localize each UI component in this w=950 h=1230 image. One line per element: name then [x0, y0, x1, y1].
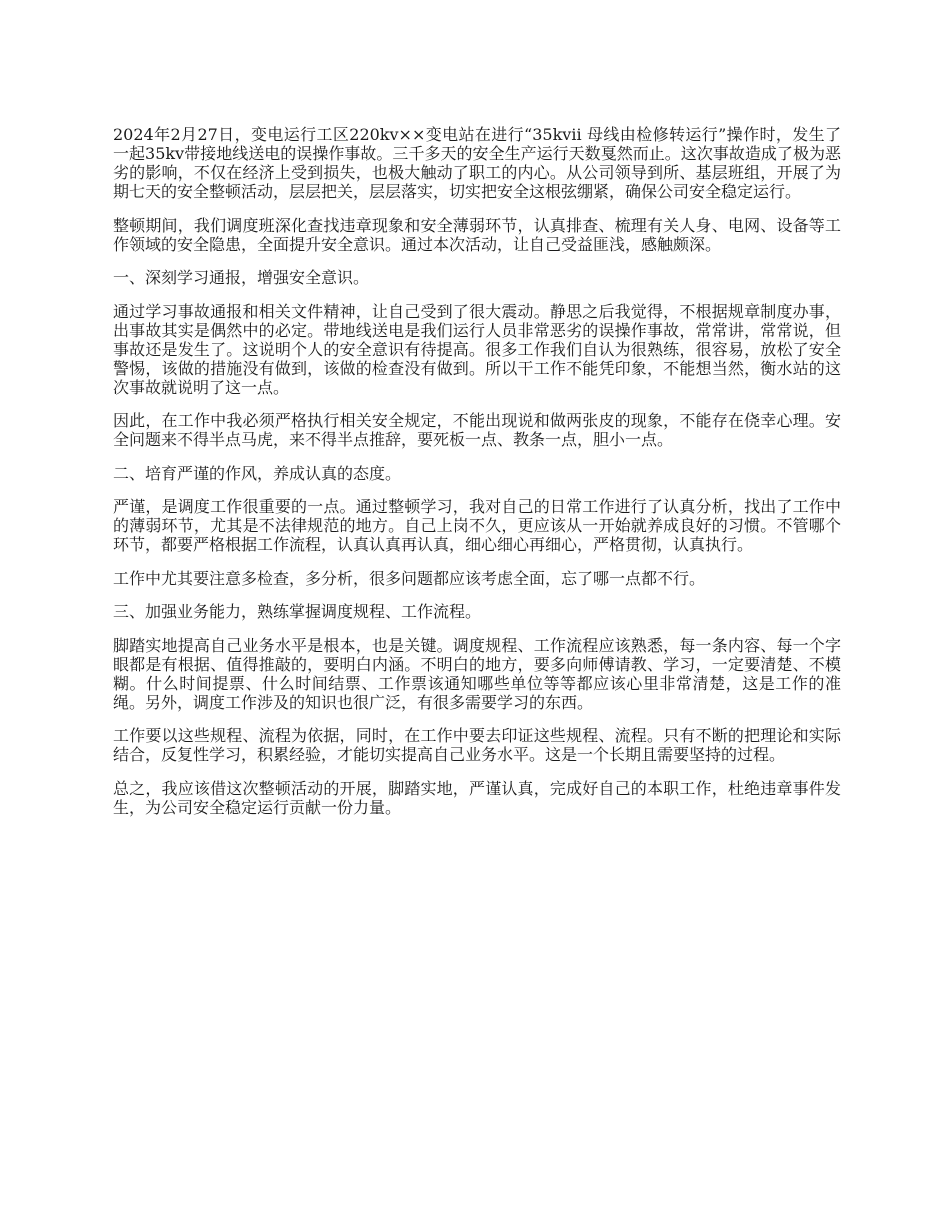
paragraph-skills: 脚踏实地提高自己业务水平是根本，也是关键。调度规程、工作流程应该熟悉，每一条内容、每一个字眼都是有根据、值得推敲的，要明白内涵。不明白的地方，要多向师傅请教、学习，一定要清楚、不模糊。什么时间提票、什么时间结票、工作票该通知哪些单位等等都应该心里非常清楚，这是工作的准绳。另外，调度工作涉及的知识也很广泛，有很多需要学习的东西。: [113, 635, 841, 712]
document-body: [113, 125, 841, 831]
section-heading-3: 三、加强业务能力，熟练掌握调度规程、工作流程。: [113, 602, 482, 621]
paragraph-practice: 工作要以这些规程、流程为依据，同时，在工作中要去印证这些规程、流程。只有不断的把理论和实际结合，反复性学习，积累经验，才能切实提高自己业务水平。这是一个长期且需要坚持的过程。: [113, 726, 841, 764]
paragraph-rigor: 严谨，是调度工作很重要的一点。通过整顿学习，我对自己的日常工作进行了认真分析，找出了工作中的薄弱环节，尤其是不法律规范的地方。自己上岗不久，更应该从一开始就养成良好的习惯。不管哪个环节，都要严格根据工作流程，认真认真再认真，细心细心再细心，严格贯彻，认真执行。: [113, 497, 841, 554]
paragraph-intro: 2024年2月27日，变电运行工区220kv××变电站在进行“35kvii 母线由检修转运行”操作时，发生了一起35kv带接地线送电的误操作事故。三千多天的安全生产运行天数戛然而止。这次事故造成了极为恶劣的影响，不仅在经济上受到损失，也极大触动了职工的内心。从公司领导到所、基层班组，开展了为期七天的安全整顿活动，层层把关，层层落实，切实把安全这根弦绷紧，确保公司安全稳定运行。: [113, 125, 841, 201]
paragraph-checking: 工作中尤其要注意多检查，多分析，很多问题都应该考虑全面，忘了哪一点都不行。: [113, 568, 706, 588]
paragraph-rectification: 整顿期间，我们调度班深化查找违章现象和安全薄弱环节，认真排查、梳理有关人身、电网、设备等工作领域的安全隐患，全面提升安全意识。通过本次活动，让自己受益匪浅，感触颇深。: [113, 215, 841, 254]
section-heading-1: 一、深刻学习通报，增强安全意识。: [113, 268, 370, 287]
section-heading-2: 二、培育严谨的作风，养成认真的态度。: [113, 463, 402, 483]
paragraph-therefore: 因此，在工作中我必须严格执行相关安全规定，不能出现说和做两张皮的现象，不能存在侥幸心理。安全问题来不得半点马虎，来不得半点推辞，要死板一点、教条一点，胆小一点。: [113, 411, 841, 449]
paragraph-study: 通过学习事故通报和相关文件精神，让自己受到了很大震动。静思之后我觉得，不根据规章制度办事，出事故其实是偶然中的必定。带地线送电是我们运行人员非常恶劣的误操作事故，常常讲，常常说，但事故还是发生了。这说明个人的安全意识有待提高。很多工作我们自认为很熟练，很容易，放松了安全警惕，该做的措施没有做到，该做的检查没有做到。所以干工作不能凭印象，不能想当然，衡水站的这次事故就说明了这一点。: [113, 301, 841, 397]
paragraph-conclusion: 总之，我应该借这次整顿活动的开展，脚踏实地，严谨认真，完成好自己的本职工作，杜绝违章事件发生，为公司安全稳定运行贡献一份力量。: [113, 778, 841, 817]
